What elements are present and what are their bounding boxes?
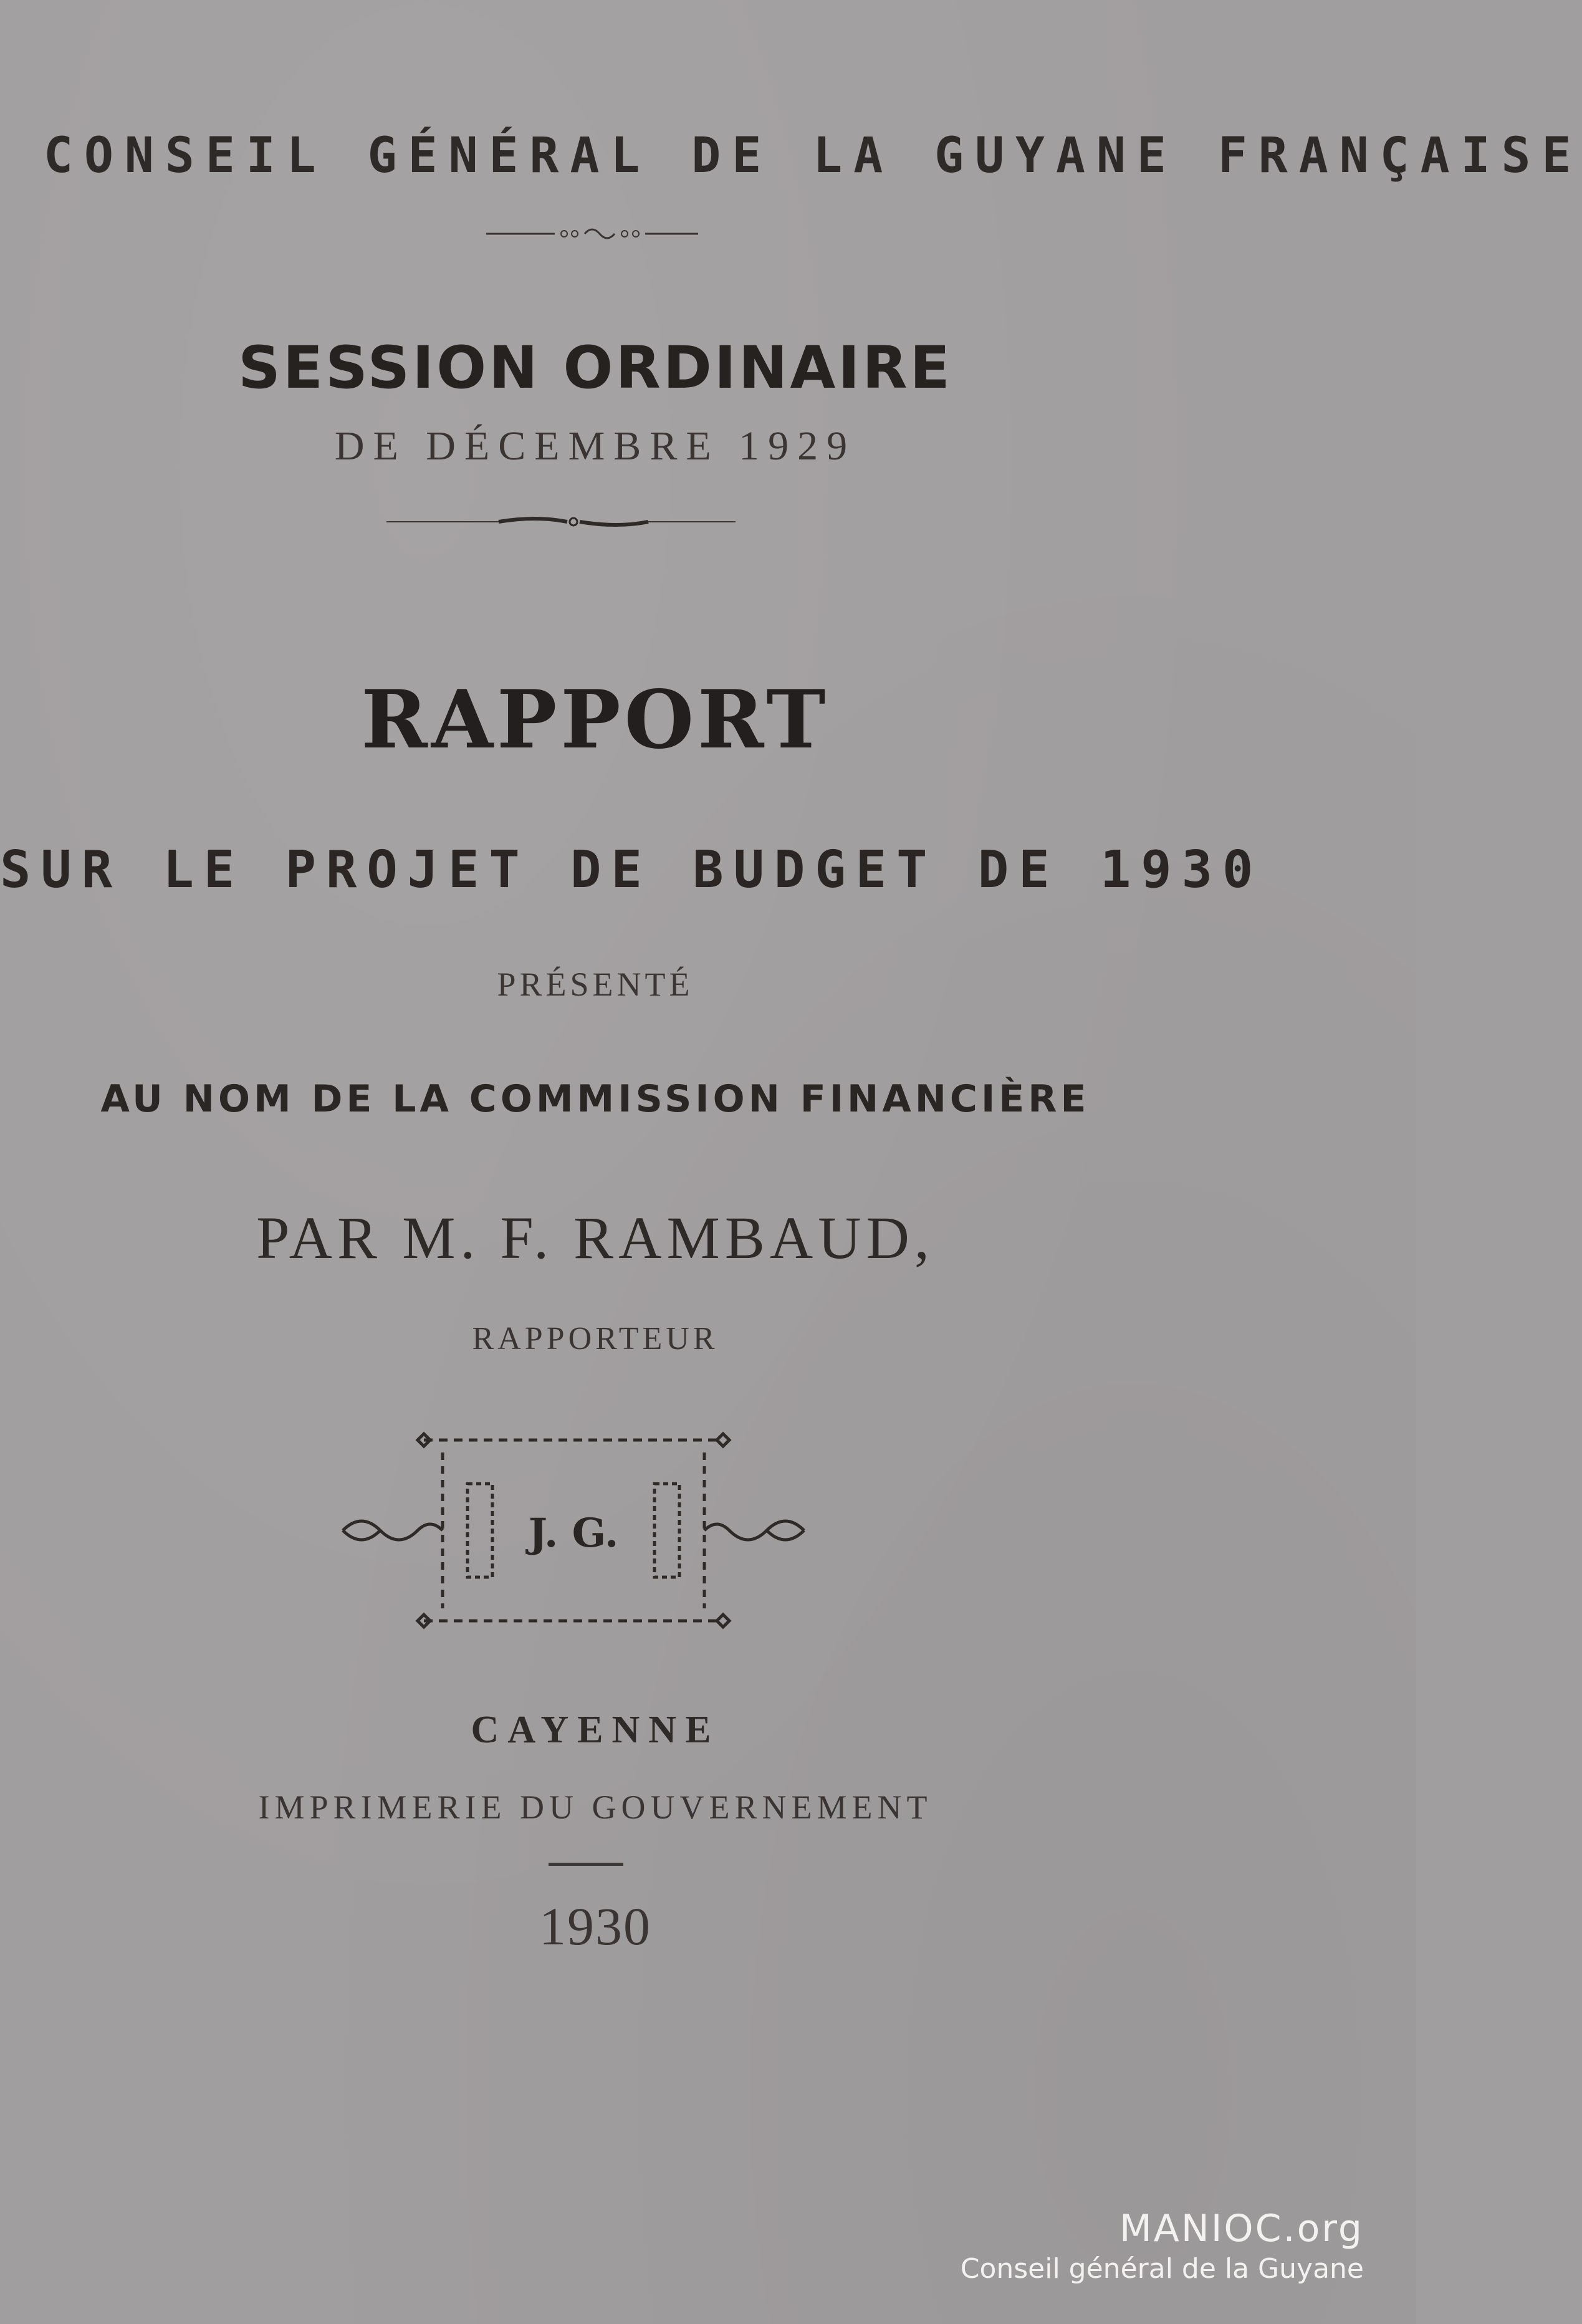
report-title: RAPPORT: [361, 673, 830, 767]
header-title: CONSEIL GÉNÉRAL DE LA GUYANE FRANÇAISE: [44, 128, 1582, 184]
session-heading: SESSION ORDINAIRE: [238, 334, 952, 402]
commission-line: AU NOM DE LA COMMISSION FINANCIÈRE: [100, 1077, 1090, 1121]
author-role: RAPPORTEUR: [472, 1321, 719, 1356]
ornament-divider-2: [386, 512, 736, 531]
publication-year: 1930: [539, 1896, 651, 1956]
short-rule-divider: [549, 1863, 623, 1866]
vignette-initials: J. G.: [528, 1510, 619, 1557]
manioc-subtitle: Conseil général de la Guyane: [960, 2253, 1364, 2285]
author-line: PAR M. F. RAMBAUD,: [256, 1204, 934, 1271]
manioc-watermark: [961, 2207, 1364, 2285]
session-date: DE DÉCEMBRE 1929: [334, 423, 856, 469]
presented-label: PRÉSENTÉ: [497, 966, 694, 1003]
city-name: CAYENNE: [471, 1709, 720, 1751]
manioc-logo-text: MANIOC.org: [1119, 2207, 1364, 2250]
report-subject: SUR LE PROJET DE BUDGET DE 1930: [0, 840, 1263, 900]
ornament-divider-1: [486, 224, 698, 243]
printer-name: IMPRIMERIE DU GOUVERNEMENT: [258, 1789, 932, 1826]
